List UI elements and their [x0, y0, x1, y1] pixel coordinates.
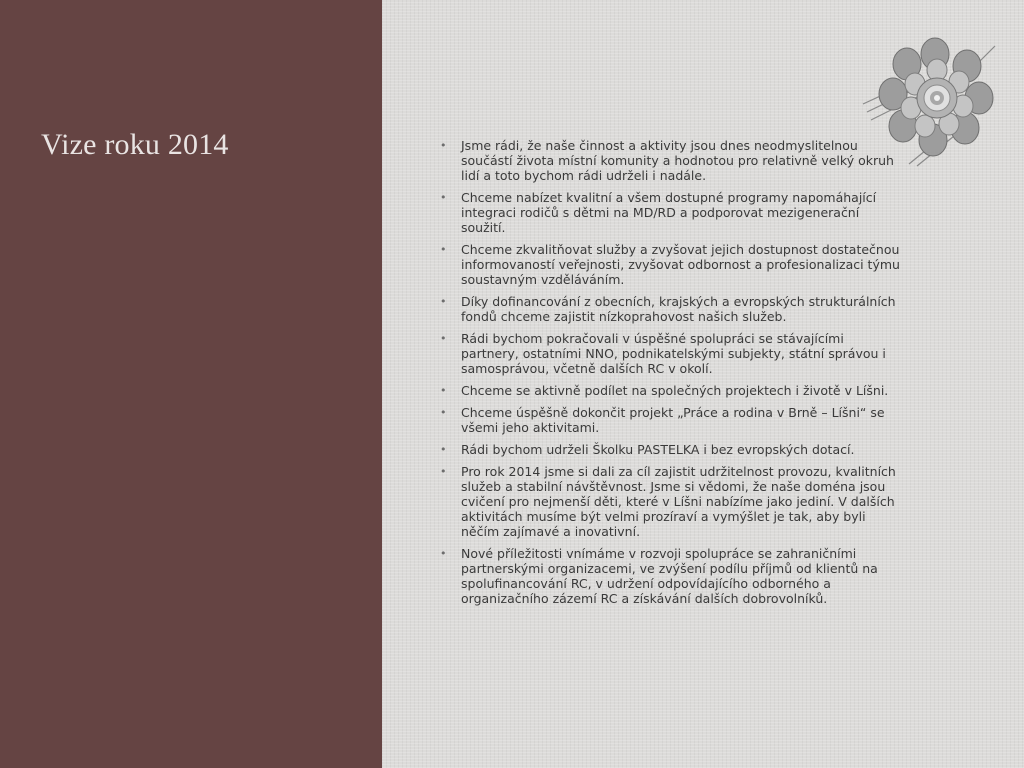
list-item	[440, 242, 900, 287]
list-item	[440, 294, 900, 324]
bullet-icon: •	[440, 332, 447, 345]
bullet-text: Díky dofinancování z obecních, krajských a evropských strukturálních fondů chceme zajistit nízkoprahovost našich služeb.	[461, 294, 896, 324]
bullet-icon: •	[440, 384, 447, 397]
list-item	[440, 331, 900, 376]
bullet-text: Chceme nabízet kvalitní a všem dostupné programy napomáhající integraci rodičů s dětmi na MD/RD a podporovat mezigenerační soužití.	[461, 190, 877, 235]
bullet-icon: •	[440, 243, 447, 256]
bullet-text: Jsme rádi, že naše činnost a aktivity jsou dnes neodmyslitelnou součástí života místní komunity a hodnotou pro relativně velký okruh lidí a toto bychom rádi udrželi i nadále.	[461, 138, 894, 183]
bullet-icon: •	[440, 139, 447, 152]
list-item	[440, 138, 900, 183]
list-item	[440, 546, 900, 606]
list-item	[440, 383, 900, 398]
bullet-icon: •	[440, 295, 447, 308]
title-panel	[0, 0, 382, 768]
bullet-icon: •	[440, 443, 447, 456]
bullet-text: Chceme zkvalitňovat služby a zvyšovat jejich dostupnost dostatečnou informovaností veřejnosti, zvyšovat odbornost a profesionalizaci týmu soustavným vzděláváním.	[461, 242, 900, 287]
bullet-text: Rádi bychom pokračovali v úspěšné spolupráci se stávajícími partnery, ostatními NNO, podnikatelskými subjekty, státní správou i samosprávou, včetně dalších RC v okolí.	[461, 331, 886, 376]
bullet-icon: •	[440, 465, 447, 478]
bullet-text: Nové příležitosti vnímáme v rozvoji spolupráce se zahraničními partnerskými organizacemi, ve zvýšení podílu příjmů od klientů na spolufinancování RC, v udržení odpovídajícího odborného a organizačního zázemí RC a získávání dalších dobrovolníků.	[461, 546, 878, 606]
bullet-icon: •	[440, 191, 447, 204]
bullet-list	[440, 138, 900, 613]
bullet-icon: •	[440, 547, 447, 560]
list-item	[440, 442, 900, 457]
bullet-text: Rádi bychom udrželi Školku PASTELKA i bez evropských dotací.	[461, 442, 855, 457]
slide-title: Vize roku 2014	[41, 128, 229, 161]
bullet-icon: •	[440, 406, 447, 419]
bullet-text: Chceme úspěšně dokončit projekt „Práce a rodina v Brně – Líšni“ se všemi jeho aktivitami.	[461, 405, 885, 435]
list-item	[440, 405, 900, 435]
list-item	[440, 190, 900, 235]
bullet-text: Chceme se aktivně podílet na společných projektech i životě v Líšni.	[461, 383, 889, 398]
list-item	[440, 464, 900, 539]
bullet-text: Pro rok 2014 jsme si dali za cíl zajistit udržitelnost provozu, kvalitních služeb a stabilní návštěvnost. Jsme si vědomi, že naše doména jsou cvičení pro nejmenší děti, které v Líšni nabízíme jako jediní. V dalších aktivitách musíme být velmi prozíraví a vymýšlet je tak, aby byli něčím zajímavé a inovativní.	[461, 464, 896, 539]
